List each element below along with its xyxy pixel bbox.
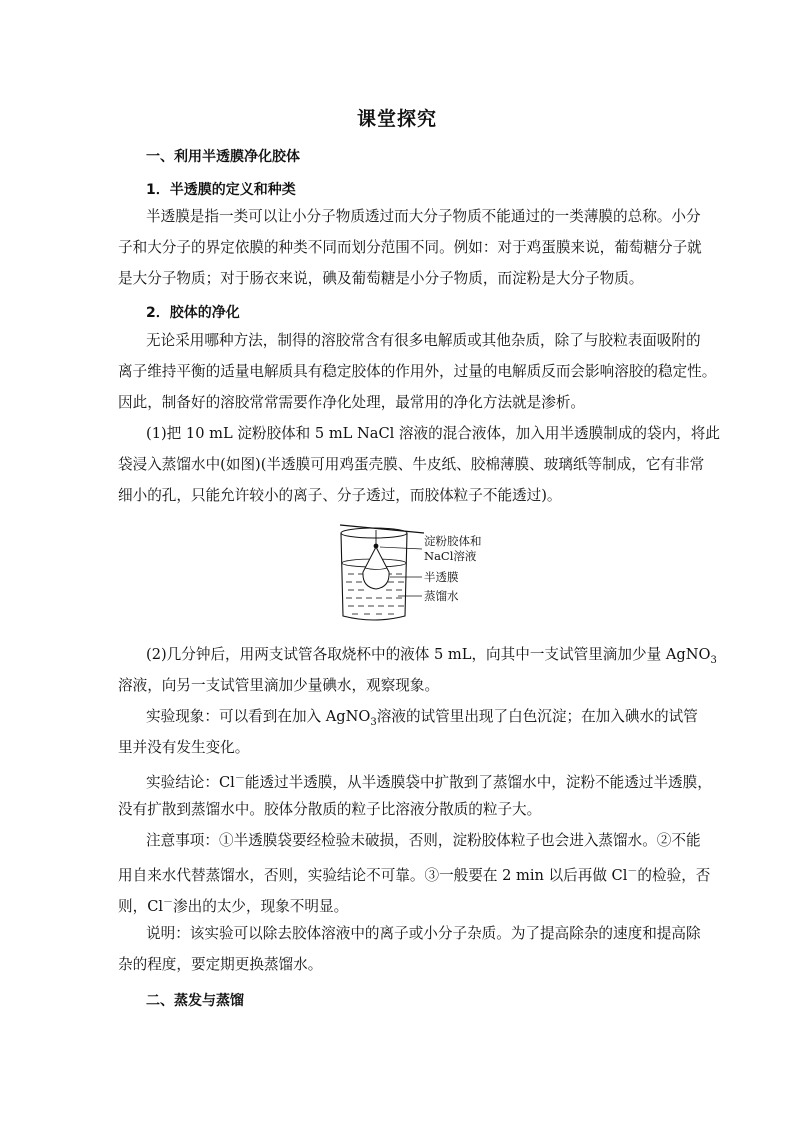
- paragraph-line: (2)几分钟后，用两支试管各取烧杯中的液体 5 mL，向其中一支试管里滴加少量 AgNO$_3$: [146, 646, 717, 666]
- leader-line: [380, 547, 422, 549]
- paragraph-line: 实验现象：可以看到在加入 AgNO$_3$溶液的试管里出现了白色沉淀；在加入碘水的试管: [146, 708, 698, 728]
- paragraph-line: 杂的程度，要定期更换蒸馏水。: [118, 956, 323, 973]
- subheading-2: 2．胶体的净化: [146, 305, 240, 321]
- paragraph-line: 子和大分子的界定依膜的种类不同而划分范围不同。例如：对于鸡蛋膜来说，葡萄糖分子就: [118, 239, 702, 256]
- paragraph-line: 因此，制备好的溶胶常常需要作净化处理，最常用的净化方法就是渗析。: [118, 394, 586, 411]
- paragraph-line: 里并没有发生变化。: [118, 739, 250, 756]
- paragraph-line: 注意事项：①半透膜袋要经检验未破损，否则，淀粉胶体粒子也会进入蒸馏水。②不能: [146, 832, 701, 849]
- figure-label-water: 蒸馏水: [424, 589, 459, 603]
- paragraph-line: 实验结论：Cl－能透过半透膜，从半透膜袋中扩散到了蒸馏水中，淀粉不能透过半透膜，: [146, 773, 712, 791]
- paragraph-line: (1)把 10 mL 淀粉胶体和 5 mL NaCl 溶液的混合液体，加入用半透膜制成的袋内，将此: [146, 425, 720, 442]
- section-heading-1: 一、利用半透膜净化胶体: [146, 149, 300, 165]
- paragraph-line: 离子维持平衡的适量电解质具有稳定胶体的作用外，过量的电解质反而会影响溶胶的稳定性。: [118, 363, 717, 380]
- paragraph-line: 溶液，向另一支试管里滴加少量碘水，观察现象。: [118, 677, 440, 694]
- paragraph-line: 无论采用哪种方法，制得的溶胶常含有很多电解质或其他杂质，除了与胶粒表面吸附的: [146, 332, 701, 349]
- figure-label-colloid: 淀粉胶体和: [424, 534, 482, 548]
- paragraph-line: 则，Cl－渗出的太少，现象不明显。: [118, 897, 349, 915]
- subheading-1: 1．半透膜的定义和种类: [146, 182, 296, 198]
- page-title: 课堂探究: [356, 108, 437, 130]
- section-heading-2: 二、蒸发与蒸馏: [146, 993, 244, 1009]
- figure-label-nacl: NaCl溶液: [424, 549, 477, 563]
- paragraph-line: 是大分子物质；对于肠衣来说，碘及葡萄糖是小分子物质，而淀粉是大分子物质。: [118, 270, 644, 287]
- paragraph-line: 半透膜是指一类可以让小分子物质透过而大分子物质不能通过的一类薄膜的总称。小分: [146, 208, 701, 225]
- paragraph-line: 细小的孔，只能允许较小的离子、分子透过，而胶体粒子不能透过)。: [118, 487, 562, 504]
- dialysis-apparatus-figure: [336, 520, 496, 626]
- paragraph-line: 用自来水代替蒸馏水，否则，实验结论不可靠。③一般要在 2 min 以后再做 Cl－的检验，否: [118, 866, 711, 884]
- figure-label-membrane: 半透膜: [424, 570, 459, 584]
- paragraph-line: 没有扩散到蒸馏水中。胶体分散质的粒子比溶液分散质的粒子大。: [118, 801, 542, 818]
- paragraph-line: 袋浸入蒸馏水中(如图)(半透膜可用鸡蛋壳膜、牛皮纸、胶棉薄膜、玻璃纸等制成，它有非常: [118, 456, 705, 473]
- semipermeable-bag: [363, 547, 389, 589]
- paragraph-line: 说明：该实验可以除去胶体溶液中的离子或小分子杂质。为了提高除杂的速度和提高除: [146, 925, 701, 942]
- beaker-rim: [341, 528, 407, 538]
